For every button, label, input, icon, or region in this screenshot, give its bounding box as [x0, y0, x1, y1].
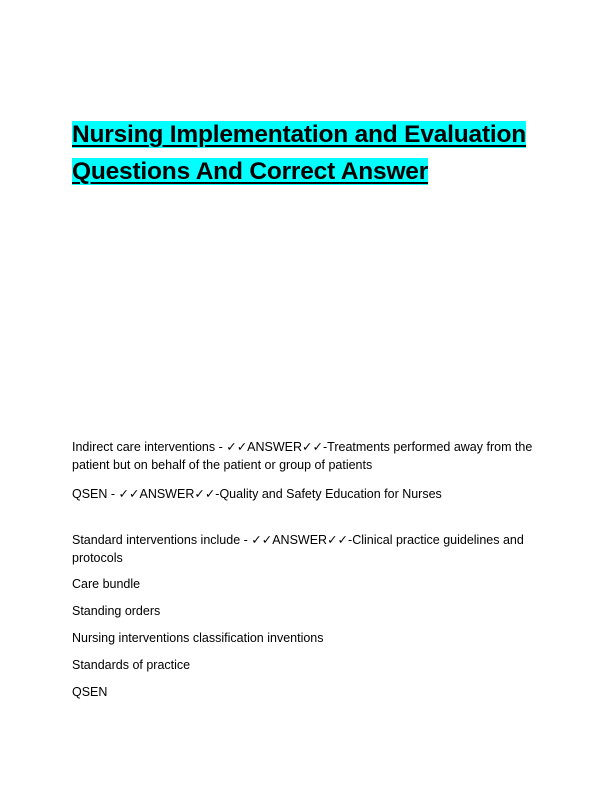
document-title-text: Nursing Implementation and Evaluation Questions And Correct Answer	[72, 121, 527, 185]
list-item: Standards of practice	[72, 658, 191, 672]
document-title	[72, 116, 542, 190]
list-item: Nursing interventions classification inventions	[72, 631, 324, 645]
document-body	[72, 438, 542, 710]
paragraph-standard-interventions: Standard interventions include - ✓✓ANSWER✓✓-Clinical practice guidelines and protocols	[72, 533, 524, 565]
list-item: QSEN	[72, 685, 108, 699]
list-item: Standing orders	[72, 604, 161, 618]
paragraph-qsen: QSEN - ✓✓ANSWER✓✓-Quality and Safety Education for Nurses	[72, 487, 442, 501]
paragraph-indirect-care: Indirect care interventions - ✓✓ANSWER✓✓-Treatments performed away from the patient but on behalf of the patient or group of patients	[72, 440, 533, 472]
list-item: Care bundle	[72, 577, 141, 591]
